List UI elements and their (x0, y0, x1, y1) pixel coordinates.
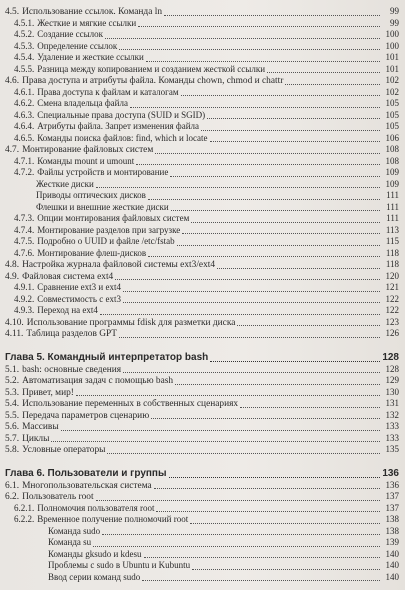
toc-entry[interactable] (0, 387, 405, 399)
toc-page-number: 100 (385, 29, 399, 39)
dot-leader (171, 210, 380, 211)
toc-entry[interactable] (0, 121, 405, 133)
toc-entry-title (5, 411, 149, 422)
toc-entry[interactable] (0, 328, 405, 340)
toc-entry-number: 4.6.4. (14, 121, 35, 131)
dot-leader (148, 256, 380, 257)
toc-entry-number: 4.5. (5, 7, 20, 17)
toc-entry-number: 4.11. (5, 329, 24, 339)
toc-entry-number: 5.7. (5, 433, 20, 444)
toc-chapter-heading[interactable] (0, 467, 405, 480)
dot-leader (201, 130, 380, 131)
toc-entry-text: Монтирование флеш-дисков (37, 247, 147, 258)
toc-entry-text: Монтирование файловых систем (22, 145, 154, 155)
toc-entry[interactable] (0, 259, 405, 271)
toc-entry-number: 4.7.5. (14, 236, 35, 246)
toc-entry-text: Использование программы fdisk для разметки диска (26, 317, 236, 328)
toc-entry-number: 4.7. (5, 145, 20, 155)
toc-page-number: 102 (385, 86, 399, 97)
toc-entry[interactable] (0, 503, 405, 515)
dot-leader (138, 26, 380, 27)
toc-page-number: 99 (390, 6, 399, 16)
toc-entry-text: Права доступа и атрибуты файла. Команды chown, chmod и chattr (22, 76, 284, 86)
toc-entry-text: Сравнение ext3 и ext4 (37, 282, 121, 292)
toc-entry[interactable] (0, 480, 405, 492)
toc-page-number: 121 (385, 282, 399, 292)
toc-entry[interactable] (0, 190, 405, 202)
dot-leader (146, 61, 380, 62)
toc-entry-title (14, 156, 134, 168)
dot-leader (136, 164, 380, 165)
toc-page-number: 111 (386, 213, 399, 223)
toc-page-number: 138 (385, 525, 399, 536)
toc-entry[interactable] (0, 421, 405, 433)
toc-entry-title (48, 549, 142, 561)
toc-entry-title (5, 422, 59, 433)
toc-entry[interactable] (0, 537, 405, 549)
toc-entry-number: 4.6.5. (14, 132, 35, 143)
dot-leader (96, 500, 380, 501)
dot-leader (182, 233, 380, 234)
toc-entry-title (5, 481, 152, 492)
toc-page-number: 109 (385, 167, 399, 177)
toc-entry-title (5, 260, 215, 271)
toc-entry[interactable] (0, 236, 405, 248)
toc-entry[interactable] (0, 491, 405, 503)
dot-leader (207, 118, 380, 119)
toc-entry-title (14, 29, 103, 41)
toc-entry-title (14, 503, 154, 515)
toc-page-number: 129 (385, 375, 399, 385)
toc-entry-number: 6.1. (5, 480, 20, 491)
dot-leader (164, 15, 380, 16)
toc-entry-number: 4.9. (5, 271, 20, 282)
toc-entry-title (5, 365, 121, 376)
toc-entry-title (14, 41, 117, 53)
toc-entry-number: 4.7.1. (14, 155, 35, 166)
dot-leader (181, 95, 380, 96)
toc-entry-title (14, 514, 188, 526)
toc-entry-text: Привет, мир! (22, 387, 74, 398)
toc-entry-text: Разница между копированием и созданием жесткой ссылки (37, 63, 266, 74)
dot-leader (93, 546, 380, 547)
toc-entry-number: 5.2. (5, 376, 20, 386)
toc-entry-text: Массивы (22, 422, 59, 432)
toc-page-number: 113 (385, 224, 399, 235)
dot-leader (190, 523, 380, 524)
toc-page-number: 105 (385, 121, 399, 131)
toc-entry-title (5, 376, 173, 387)
toc-entry[interactable] (0, 213, 405, 225)
toc-page-number: 109 (385, 178, 399, 189)
toc-entry-number: 4.7.2. (14, 167, 35, 177)
dot-leader (107, 453, 380, 454)
toc-entry-title (5, 318, 235, 329)
toc-entry-number: 5.1. (5, 364, 20, 375)
toc-entry-number: 4.5.2. (14, 29, 35, 39)
toc-entry-title (48, 526, 100, 538)
dot-leader (115, 279, 380, 280)
toc-entry-title (5, 388, 74, 399)
dot-leader (123, 302, 380, 303)
toc-page-number: 137 (385, 502, 399, 513)
toc-entry[interactable] (0, 444, 405, 456)
dot-leader (267, 72, 380, 73)
toc-page-number: 140 (385, 548, 399, 559)
toc-page-number: 105 (385, 98, 399, 108)
toc-entry[interactable] (0, 64, 405, 76)
toc-entry-title (14, 236, 175, 248)
toc-entry-title (14, 18, 136, 30)
toc-entry-number: 5.5. (5, 410, 20, 421)
toc-page-number: 126 (385, 328, 399, 338)
toc-entry-title (14, 87, 179, 99)
toc-page-number: 118 (385, 247, 399, 258)
toc-entry-title (14, 52, 144, 64)
toc-entry-text: Проблемы с sudo в Ubuntu и Kubuntu (48, 560, 191, 570)
toc-entry[interactable] (0, 29, 405, 41)
toc-entry-title (14, 294, 121, 306)
toc-entry-title (14, 213, 189, 225)
toc-entry[interactable] (0, 282, 405, 294)
toc-entry[interactable] (0, 526, 405, 538)
toc-page-number: 128 (382, 351, 399, 363)
toc-page-number: 130 (385, 386, 399, 397)
toc-entry-number: 4.7.6. (14, 247, 35, 258)
toc-entry-text: Приводы оптических дисков (36, 190, 146, 200)
dot-leader (210, 141, 381, 142)
toc-entry-number: 4.5.3. (14, 40, 35, 51)
toc-entry-title (5, 351, 208, 364)
toc-entry-title (14, 121, 199, 133)
toc-entry-title (14, 64, 265, 76)
toc-entry-text: Файловая система ext4 (22, 271, 114, 282)
toc-page-number: 106 (385, 132, 399, 143)
dot-leader (119, 49, 380, 50)
toc-entry-text: Права доступа к файлам и каталогам (37, 86, 179, 97)
toc-entry-text: Многопользовательская система (22, 480, 152, 491)
toc-entry-number: 5.6. (5, 422, 20, 432)
toc-entry-number: 4.7.4. (14, 224, 35, 235)
dot-leader (119, 337, 380, 338)
toc-page-number: 140 (385, 571, 399, 582)
toc-entry-text: Определение ссылок (37, 40, 118, 51)
dot-leader (100, 314, 380, 315)
toc-entry-title (36, 190, 146, 202)
toc-entry-number: 4.6. (5, 76, 20, 86)
toc-entry-title (48, 537, 91, 549)
toc-entry-text: Временное получение полномочий root (37, 514, 189, 524)
dot-leader (154, 488, 380, 489)
dot-leader (51, 441, 380, 442)
toc-entry-number: 4.5.4. (14, 52, 35, 62)
toc-entry-title (5, 76, 283, 87)
toc-entry[interactable] (0, 41, 405, 53)
table-of-contents (0, 6, 405, 583)
dot-leader (144, 557, 380, 558)
toc-entry[interactable] (0, 271, 405, 283)
toc-entry[interactable] (0, 6, 405, 18)
toc-entry[interactable] (0, 410, 405, 422)
toc-entry-title (14, 248, 146, 260)
toc-entry[interactable] (0, 433, 405, 445)
toc-entry-number: 4.5.1. (14, 17, 35, 28)
toc-entry-number: 4.9.1. (14, 282, 35, 292)
toc-page-number: 111 (386, 190, 399, 200)
dot-leader (123, 291, 380, 292)
toc-entry-text: Настройка журнала файловой системы ext3/ext4 (22, 260, 216, 270)
dot-leader (156, 511, 380, 512)
toc-page-number: 138 (385, 514, 399, 524)
dot-leader (105, 38, 380, 39)
chapter-gap (0, 340, 405, 351)
toc-entry-text: Команда su (48, 537, 92, 547)
toc-entry-title (14, 282, 121, 294)
toc-entry-text: Опции монтирования файловых систем (37, 213, 190, 223)
toc-entry[interactable] (0, 110, 405, 122)
toc-page-number: 115 (385, 236, 399, 246)
toc-entry-text: Таблица разделов GPT (26, 329, 117, 339)
toc-entry-title (5, 445, 105, 456)
toc-page-number: 133 (385, 432, 399, 443)
dot-leader (210, 361, 380, 362)
toc-page-number: 102 (385, 75, 399, 85)
toc-entry-number: 6.2.2. (14, 514, 35, 524)
toc-page-number: 128 (385, 363, 399, 374)
dot-leader (148, 199, 380, 200)
toc-entry[interactable] (0, 364, 405, 376)
toc-entry[interactable] (0, 549, 405, 561)
toc-entry[interactable] (0, 75, 405, 87)
toc-entry-title (5, 434, 49, 445)
dot-leader (192, 569, 380, 570)
dot-leader (240, 407, 380, 408)
toc-entry-number: 4.10. (5, 317, 24, 328)
toc-entry-text: Циклы (22, 433, 50, 444)
toc-entry[interactable] (0, 144, 405, 156)
toc-entry-text: Глава 6. Пользователи и группы (5, 467, 167, 479)
toc-entry[interactable] (0, 87, 405, 99)
toc-entry[interactable] (0, 398, 405, 410)
toc-entry-number: 5.3. (5, 387, 20, 398)
toc-entry-number: 4.7.3. (14, 213, 35, 223)
toc-page-number: 131 (385, 398, 399, 408)
toc-entry-text: Смена владельца файла (37, 98, 128, 108)
toc-page-number: 136 (385, 479, 399, 490)
toc-page-number: 136 (382, 467, 399, 479)
toc-entry-number: 4.9.2. (14, 293, 35, 304)
toc-entry-number: 6.2. (5, 492, 20, 502)
toc-page-number: 120 (385, 270, 399, 281)
toc-entry-text: Передача параметров сценарию (22, 410, 150, 421)
toc-entry-title (5, 7, 162, 18)
toc-page-number: 101 (385, 63, 399, 74)
dot-leader (142, 580, 380, 581)
toc-entry[interactable] (0, 572, 405, 584)
toc-entry-text: Команды поиска файлов: find, which и locate (37, 132, 208, 143)
toc-entry-title (5, 467, 167, 480)
toc-page-number: 105 (385, 109, 399, 120)
dot-leader (191, 222, 380, 223)
toc-entry-number: 4.5.5. (14, 63, 35, 74)
toc-page-number: 118 (385, 259, 399, 269)
toc-entry-title (5, 399, 238, 410)
toc-entry-text: Совместимость с ext3 (37, 293, 121, 304)
toc-page-number: 122 (385, 305, 399, 315)
toc-entry-title (14, 133, 208, 145)
toc-chapter-heading[interactable] (0, 351, 405, 364)
dot-leader (151, 418, 380, 419)
toc-entry[interactable] (0, 317, 405, 329)
toc-page-number: 140 (385, 560, 399, 570)
toc-entry[interactable] (0, 202, 405, 214)
toc-entry-text: Условные операторы (22, 445, 106, 455)
toc-entry-text: Использование переменных в собственных сценариях (22, 399, 239, 409)
toc-entry-text: Ввод серии команд sudo (48, 571, 141, 582)
dot-leader (155, 153, 380, 154)
toc-entry-text: Монтирование разделов при загрузке (37, 224, 181, 235)
toc-entry-title (48, 572, 140, 584)
toc-entry-number: 6.2.1. (14, 502, 35, 513)
toc-entry-text: Атрибуты файла. Запрет изменения файла (37, 121, 200, 131)
toc-page-number: 108 (385, 155, 399, 166)
toc-entry[interactable] (0, 52, 405, 64)
toc-entry-title (14, 167, 168, 179)
toc-entry[interactable] (0, 18, 405, 30)
toc-entry[interactable] (0, 167, 405, 179)
dot-leader (170, 176, 380, 177)
toc-entry-text: Команды gksudo и kdesu (48, 548, 142, 559)
toc-entry[interactable] (0, 98, 405, 110)
toc-entry-text: Пользователь root (22, 492, 94, 502)
toc-page-number: 108 (385, 144, 399, 154)
toc-page-number: 99 (390, 17, 399, 28)
toc-entry-text: Глава 5. Командный интерпретатор bash (5, 351, 209, 363)
toc-entry-title (5, 492, 94, 503)
dot-leader (217, 268, 380, 269)
toc-entry-number: 4.9.3. (14, 305, 35, 315)
toc-page-number: 100 (385, 40, 399, 51)
toc-page-number: 111 (386, 201, 399, 212)
toc-entry[interactable] (0, 375, 405, 387)
dot-leader (237, 325, 380, 326)
dot-leader (96, 187, 380, 188)
toc-entry-text: bash: основные сведения (22, 364, 122, 375)
toc-entry-number: 4.6.3. (14, 109, 35, 120)
toc-entry-number: 4.6.2. (14, 98, 35, 108)
toc-entry[interactable] (0, 225, 405, 237)
toc-entry[interactable] (0, 248, 405, 260)
toc-page-number: 135 (385, 444, 399, 454)
toc-page-number: 123 (385, 316, 399, 327)
toc-entry-title (14, 305, 98, 317)
dot-leader (76, 395, 380, 396)
toc-entry-text: Файлы устройств и монтирование (37, 167, 169, 177)
toc-entry[interactable] (0, 156, 405, 168)
dot-leader (175, 384, 380, 385)
toc-entry-title (5, 272, 113, 283)
dot-leader (169, 477, 381, 478)
toc-entry-text: Жесткие и мягкие ссылки (37, 17, 137, 28)
toc-entry-number: 4.8. (5, 260, 20, 270)
toc-page-number: 132 (385, 409, 399, 420)
toc-page-number: 122 (385, 293, 399, 304)
toc-entry-text: Создание ссылок (37, 29, 103, 39)
toc-page-number: 139 (385, 537, 399, 547)
toc-entry-title (14, 98, 128, 110)
toc-page-number: 101 (385, 52, 399, 62)
toc-entry[interactable] (0, 514, 405, 526)
toc-entry-text: Переход на ext4 (37, 305, 98, 315)
toc-page-number: 133 (385, 421, 399, 431)
toc-entry-title (14, 110, 205, 122)
toc-entry-title (36, 202, 169, 214)
toc-entry-text: Флешки и внешние жесткие диски (36, 201, 169, 212)
dot-leader (102, 534, 380, 535)
toc-entry[interactable] (0, 179, 405, 191)
toc-entry-text: Жесткие диски (36, 178, 94, 189)
toc-entry-text: Автоматизация задач с помощью bash (22, 376, 174, 386)
toc-entry-number: 4.6.1. (14, 86, 35, 97)
toc-entry[interactable] (0, 560, 405, 572)
toc-entry-title (14, 225, 180, 237)
toc-entry-text: Подробно о UUID и файле /etc/fstab (37, 236, 175, 246)
dot-leader (285, 84, 380, 85)
toc-entry-text: Специальные права доступа (SUID и SGID) (37, 109, 206, 120)
toc-entry[interactable] (0, 294, 405, 306)
toc-entry-text: Команды mount и umount (37, 155, 135, 166)
toc-entry-text: Полномочия пользователя root (37, 502, 155, 513)
toc-entry-text: Использование ссылок. Команда ln (22, 7, 163, 17)
toc-entry-number: 5.8. (5, 445, 20, 455)
toc-entry-title (48, 560, 190, 572)
dot-leader (177, 245, 380, 246)
dot-leader (123, 372, 380, 373)
dot-leader (130, 107, 380, 108)
dot-leader (61, 430, 380, 431)
toc-entry-text: Команда sudo (48, 525, 101, 536)
toc-entry-title (5, 145, 153, 156)
toc-entry-text: Удаление и жесткие ссылки (37, 52, 144, 62)
toc-entry-number: 5.4. (5, 399, 20, 409)
toc-page-number: 137 (385, 491, 399, 501)
toc-entry[interactable] (0, 305, 405, 317)
toc-entry[interactable] (0, 133, 405, 145)
chapter-gap (0, 456, 405, 467)
toc-entry-title (36, 179, 94, 191)
toc-entry-title (5, 329, 117, 340)
